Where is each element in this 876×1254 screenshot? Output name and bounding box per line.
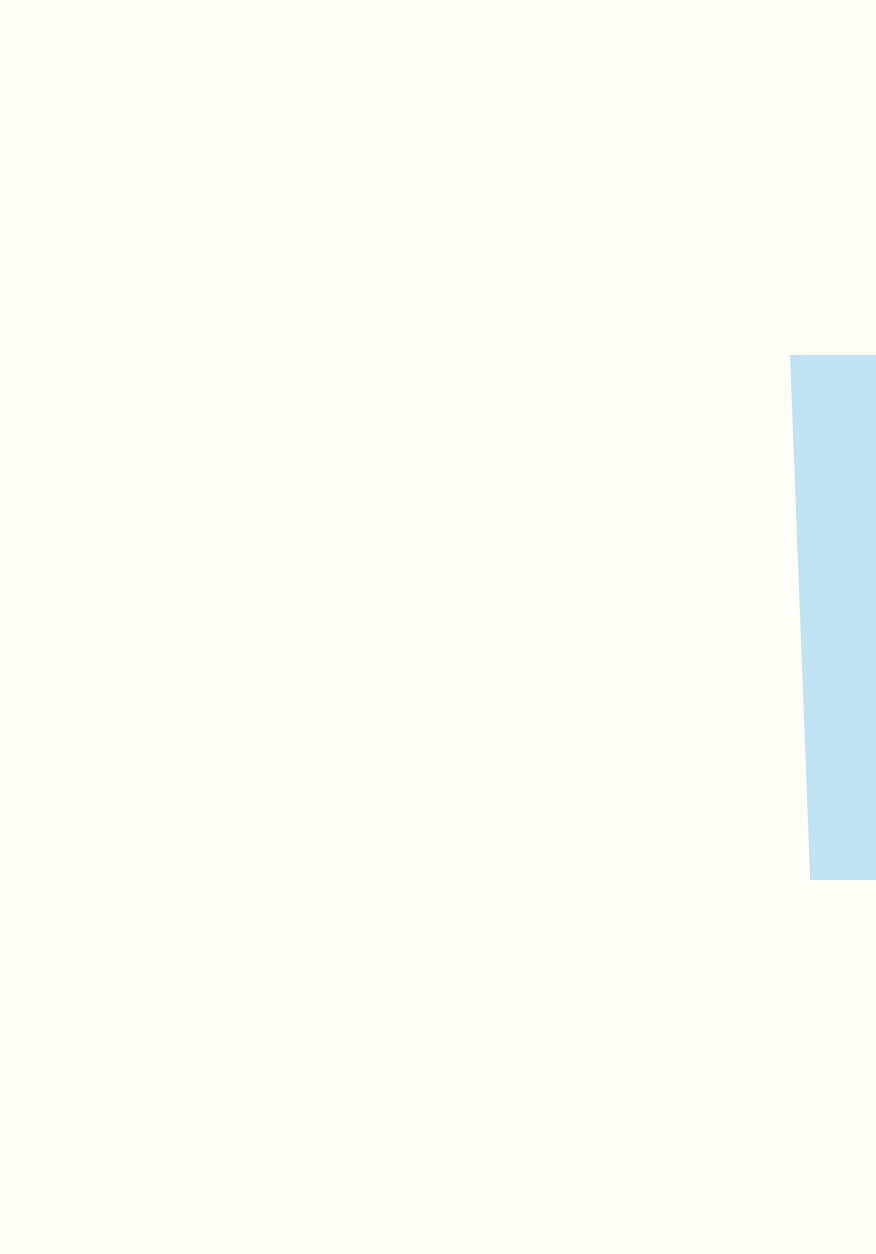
page-body-text xyxy=(84,98,794,118)
publisher-watermark-tab xyxy=(790,355,876,880)
top-apple-border xyxy=(0,0,876,105)
watermark-tab-shape xyxy=(790,355,876,880)
bottom-apple-border xyxy=(0,1145,876,1254)
